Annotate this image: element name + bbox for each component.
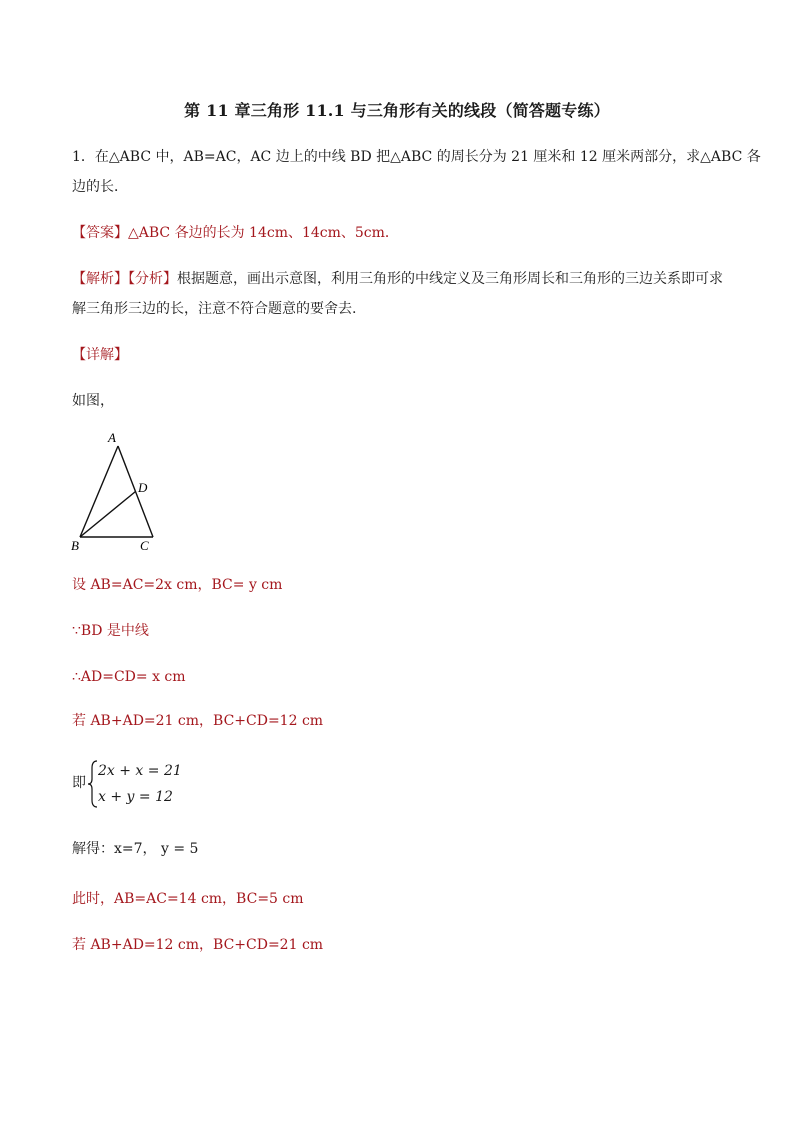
vertex-label-d: D — [138, 480, 148, 495]
problem-line-1: 1．在△ABC 中，AB=AC，AC 边上的中线 BD 把△ABC 的周长分为 21 厘米和 12 厘米两部分，求△ABC 各 — [72, 149, 761, 165]
median-bd — [80, 492, 136, 538]
equation-2: x + y = 12 — [98, 789, 173, 805]
triangle-figure — [68, 428, 168, 562]
answer-line — [72, 222, 399, 244]
triangle-diagram — [68, 428, 168, 558]
vertex-label-b: B — [71, 538, 79, 553]
answer-text: △ABC 各边的长为 14cm、14cm、5cm． — [128, 225, 399, 241]
analysis-text: 根据题意，画出示意图，利用三角形的中线定义及三角形周长和三角形的三边关系即可求 — [177, 271, 723, 287]
step-median: ∵BD 是中线 — [72, 623, 149, 639]
equation-lines — [98, 758, 182, 810]
problem-line-2: 边的长． — [72, 179, 128, 195]
analysis-line-2: 解三角形三边的长，注意不符合题意的要舍去. — [72, 301, 357, 317]
as-shown-text: 如图， — [72, 393, 114, 409]
page-title: 第 11 章三角形 11.1 与三角形有关的线段（简答题专练） — [184, 101, 610, 120]
step-solution: 解得：x=7， y = 5 — [72, 841, 199, 857]
vertex-label-c: C — [140, 538, 149, 553]
equation-1: 2x + x = 21 — [98, 763, 182, 779]
analysis-tag: 【解析】【分析】 — [72, 271, 177, 287]
analysis-line-1 — [72, 268, 723, 290]
step-result: 此时，AB=AC=14 cm，BC=5 cm — [72, 891, 304, 907]
step-case-2: 若 AB+AD=12 cm，BC+CD=21 cm — [72, 937, 324, 953]
answer-tag: 【答案】 — [72, 225, 128, 241]
detail-tag: 【详解】 — [72, 347, 128, 363]
step-let: 设 AB=AC=2x cm，BC= y cm — [72, 577, 283, 593]
step-ad-cd: ∴AD=CD= x cm — [72, 669, 186, 685]
side-ab — [80, 446, 118, 537]
vertex-label-a: A — [108, 430, 116, 445]
ji-label: 即 — [72, 775, 86, 791]
left-brace-icon — [88, 760, 98, 808]
step-case-1: 若 AB+AD=21 cm，BC+CD=12 cm — [72, 713, 324, 729]
